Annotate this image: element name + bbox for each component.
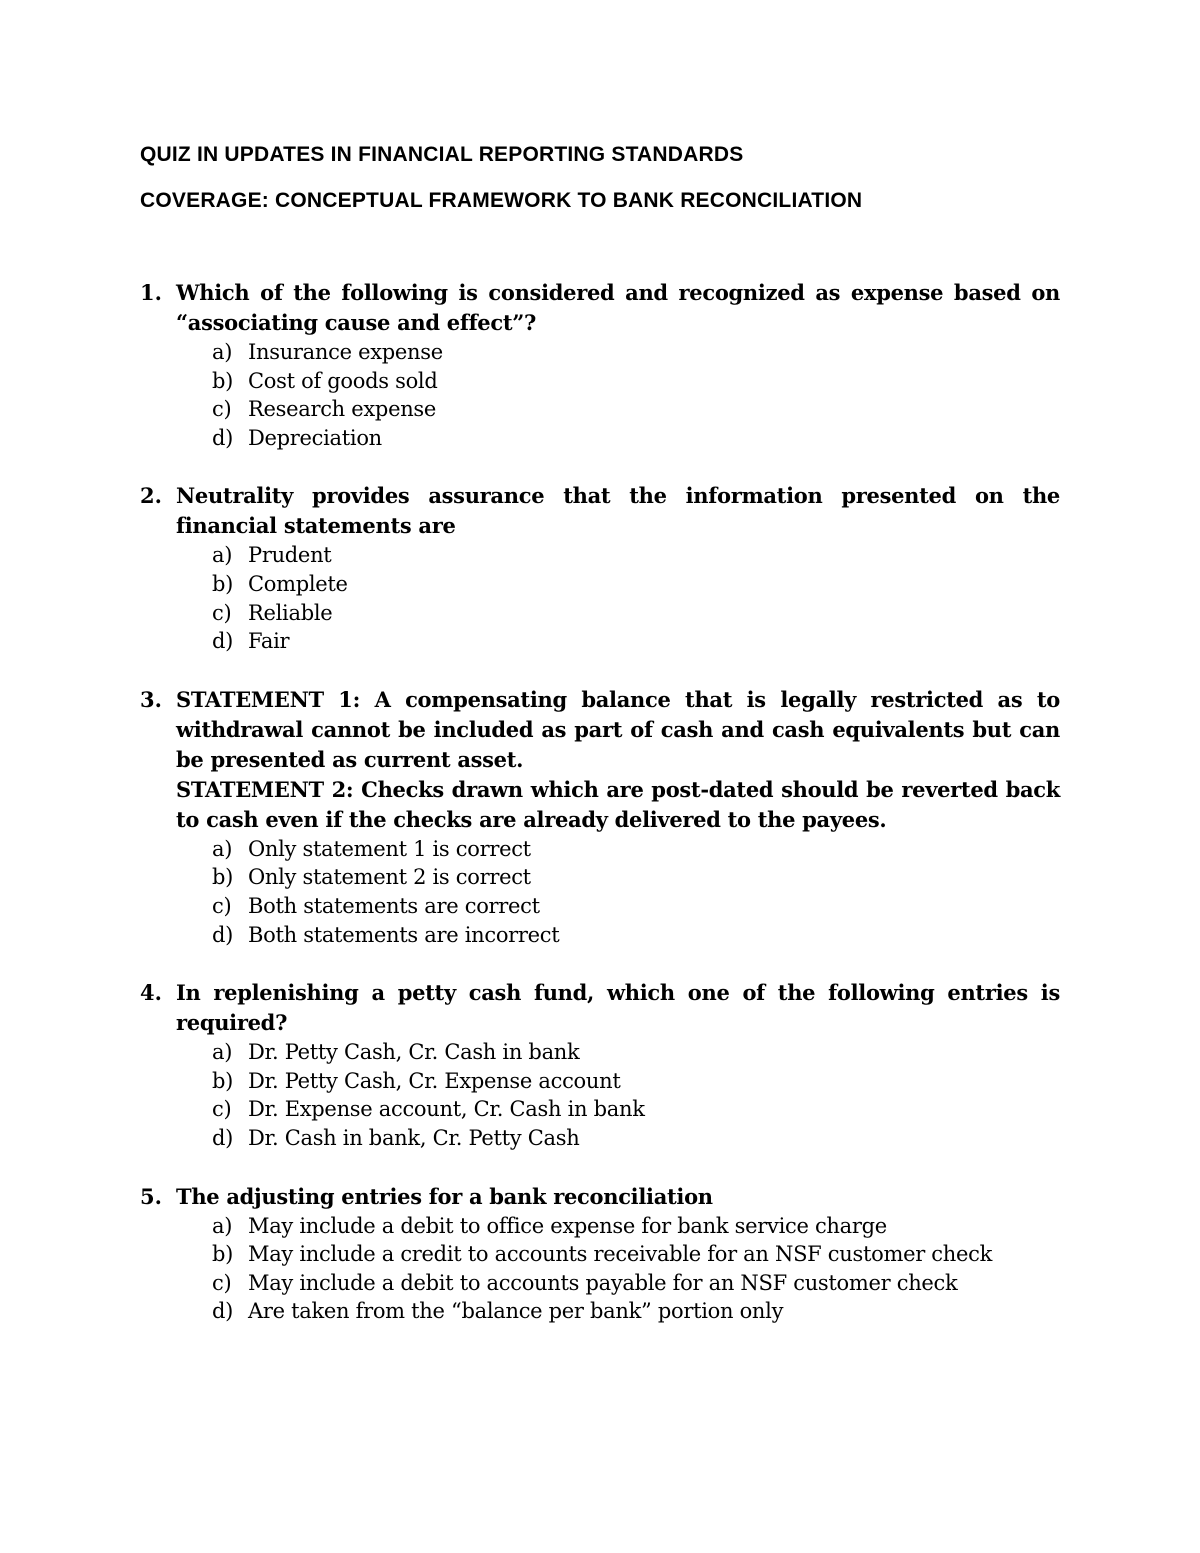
choice-text: Research expense: [248, 397, 437, 422]
choice-list: [176, 835, 1060, 949]
choice-text: Depreciation: [248, 425, 382, 450]
choice-a: [212, 1212, 1060, 1241]
choice-list: [176, 1038, 1060, 1152]
choice-d: [212, 424, 1060, 453]
choice-d: [212, 1124, 1060, 1153]
choice-letter: a): [212, 1040, 233, 1065]
question-number: 5.: [140, 1183, 162, 1209]
choice-letter: c): [212, 893, 232, 918]
quiz-title: QUIZ IN UPDATES IN FINANCIAL REPORTING STANDARDS: [140, 143, 744, 166]
statement-1: STATEMENT 1: A compensating balance that is legally restricted as to withdrawal cannot be included as part of cash and cash equivalents but can be presented as current asset.: [176, 686, 1060, 772]
question-text: [176, 481, 1060, 541]
choice-letter: a): [212, 340, 233, 364]
choice-text: Complete: [248, 571, 348, 596]
choice-b: [212, 367, 1060, 396]
choice-text: Both statements are correct: [248, 893, 540, 918]
choice-list: [176, 541, 1060, 655]
question-1: [140, 278, 1060, 452]
choice-c: [212, 395, 1060, 424]
choice-b: [212, 1067, 1060, 1096]
choice-a: [212, 835, 1060, 864]
choice-text: Fair: [248, 629, 290, 654]
choice-letter: c): [212, 1097, 232, 1122]
choice-text: May include a credit to accounts receivable for an NSF customer check: [248, 1242, 993, 1267]
choice-text: May include a debit to accounts payable for an NSF customer check: [248, 1270, 958, 1295]
choice-letter: d): [212, 425, 234, 450]
question-number: 3.: [140, 686, 162, 712]
choice-letter: b): [212, 1242, 234, 1267]
choice-c: [212, 599, 1060, 628]
statement-2: STATEMENT 2: Checks drawn which are post-dated should be reverted back to cash even if the checks are already delivered to the payees.: [176, 776, 1060, 832]
question-5: [140, 1182, 1060, 1326]
choice-text: May include a debit to office expense for bank service charge: [248, 1213, 887, 1238]
question-number: 1.: [140, 280, 162, 305]
choice-b: [212, 863, 1060, 892]
quiz-coverage: COVERAGE: CONCEPTUAL FRAMEWORK TO BANK RECONCILIATION: [140, 189, 863, 212]
choice-a: [212, 541, 1060, 570]
choice-letter: a): [212, 543, 233, 568]
choice-a: [212, 1038, 1060, 1067]
choice-letter: d): [212, 1299, 234, 1324]
choice-c: [212, 892, 1060, 921]
question-text: [176, 278, 1060, 338]
question-number: 2.: [140, 483, 162, 509]
choice-list: [176, 338, 1060, 452]
question-stem: In replenishing a petty cash fund, which one of the following entries is required?: [176, 980, 1060, 1036]
choice-text: Prudent: [248, 543, 332, 568]
question-stem: Which of the following is considered and recognized as expense based on “associating cause and effect”?: [176, 280, 1060, 335]
choice-letter: b): [212, 1068, 234, 1093]
question-text: [176, 685, 1060, 835]
question-4: [140, 978, 1060, 1152]
choice-b: [212, 570, 1060, 599]
choice-c: [212, 1095, 1060, 1124]
choice-letter: c): [212, 397, 232, 422]
choice-text: Cost of goods sold: [248, 368, 438, 393]
question-text: [176, 978, 1060, 1038]
choice-letter: c): [212, 1270, 232, 1295]
choice-d: [212, 921, 1060, 950]
choice-text: Dr. Petty Cash, Cr. Cash in bank: [248, 1040, 580, 1065]
choice-c: [212, 1269, 1060, 1298]
choice-text: Dr. Cash in bank, Cr. Petty Cash: [248, 1125, 580, 1150]
choice-text: Both statements are incorrect: [248, 922, 560, 947]
choice-text: Are taken from the “balance per bank” portion only: [248, 1299, 784, 1324]
choice-letter: d): [212, 922, 234, 947]
choice-d: [212, 627, 1060, 656]
choice-letter: b): [212, 368, 234, 393]
question-stem: The adjusting entries for a bank reconciliation: [176, 1183, 713, 1209]
choice-text: Only statement 1 is correct: [248, 836, 531, 861]
question-text: [176, 1182, 1060, 1212]
choice-letter: c): [212, 600, 232, 625]
choice-text: Only statement 2 is correct: [248, 865, 531, 890]
choice-letter: a): [212, 836, 233, 861]
choice-a: [212, 338, 1060, 367]
choice-letter: a): [212, 1213, 233, 1238]
choice-text: Insurance expense: [248, 340, 443, 364]
question-stem: Neutrality provides assurance that the information presented on the financial statements are: [176, 483, 1060, 539]
choice-b: [212, 1240, 1060, 1269]
choice-text: Dr. Expense account, Cr. Cash in bank: [248, 1097, 645, 1122]
question-2: [140, 481, 1060, 655]
question-list: [140, 278, 1060, 1355]
choice-letter: d): [212, 629, 234, 654]
choice-text: Reliable: [248, 600, 333, 625]
question-3: [140, 685, 1060, 949]
choice-d: [212, 1297, 1060, 1326]
choice-list: [176, 1212, 1060, 1326]
choice-letter: d): [212, 1125, 234, 1150]
choice-letter: b): [212, 865, 234, 890]
question-number: 4.: [140, 980, 162, 1006]
choice-text: Dr. Petty Cash, Cr. Expense account: [248, 1068, 621, 1093]
choice-letter: b): [212, 571, 234, 596]
